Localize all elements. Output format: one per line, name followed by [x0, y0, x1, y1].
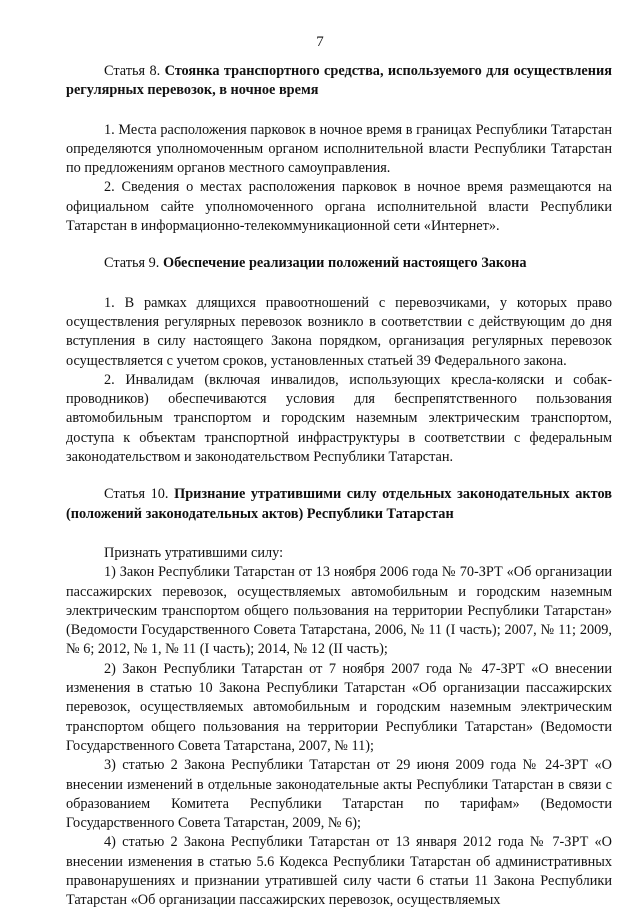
article-8-title	[66, 62, 612, 101]
document-body	[66, 62, 612, 911]
article-10-item-2: 2) Закон Республики Татарстан от 7 ноября 2007 года № 47-ЗРТ «О внесении изменения в статью 10 Закона Республики Татарстан «Об организации пассажирских перевозок, осуществляемых автомобильным и городским наземным электрическим транспортом общего пользования на территории Республики Татарстан» (Ведомости Государственного Совета Татарстана, 2007, № 11);	[66, 660, 612, 754]
article-10-item-4: 4) статью 2 Закона Республики Татарстан от 13 января 2012 года № 7-ЗРТ «О внесении изменения в статью 5.6 Кодекса Республики Татарстан об административных правонарушениях и признании утратившей силу части 6 статьи 11 Закона Республики Татарстан «Об организации пассажирских перевозок, осуществляемых	[66, 834, 612, 909]
article-8-heading: Стоянка транспортного средства, используемого для осуществления регулярных перевозок, в ночное время	[66, 63, 612, 99]
article-9	[66, 254, 612, 467]
article-9-paragraph-2: 2. Инвалидам (включая инвалидов, использующих кресла-коляски и собак-проводников) обеспечиваются условия для беспрепятственного пользования автомобильным транспортом и городским наземным электрическим транспортом, доступа к объектам транспортной инфраструктуры в соответствии с федеральным законодательством и законодательством Республики Татарстан.	[66, 371, 612, 466]
article-9-label: Статья 9.	[104, 255, 160, 272]
article-8-label: Статья 8.	[104, 63, 161, 79]
page-number: 7	[316, 34, 324, 50]
article-10-item-1: 1) Закон Республики Татарстан от 13 ноября 2006 года № 70-ЗРТ «Об организации пассажирских перевозок, осуществляемых автомобильным и городским наземным электрическим транспортом общего пользования на территории Республики Татарстан» (Ведомости Государственного Совета Татарстана, 2006, № 11 (I часть); 2007, № 11; 2009, № 6; 2012, № 1, № 11 (I часть); 2014, № 12 (II часть);	[66, 564, 612, 658]
article-9-heading: Обеспечение реализации положений настоящего Закона	[162, 255, 527, 272]
article-10-label: Статья 10.	[104, 486, 169, 503]
article-10-item-3: 3) статью 2 Закона Республики Татарстан от 29 июня 2009 года № 24-ЗРТ «О внесении изменений в отдельные законодательные акты Республики Татарстан в связи с образованием Комитета Республики Татарстан по тарифам» (Ведомости Государственного Совета Татарстан, 2009, № 6);	[66, 757, 612, 832]
article-9-paragraph-1: 1. В рамках длящихся правоотношений с перевозчиками, у которых право осуществления регулярных перевозок возникло в соответствии с действующим до дня вступления в силу настоящего Закона порядком, организация регулярных перевозок осуществляется с учетом сроков, установленных статьей 39 Федерального закона.	[66, 294, 612, 369]
article-8-paragraph-2: 2. Сведения о местах расположения парковок в ночное время размещаются на официальном сайте уполномоченного органа исполнительной власти Республики Татарстан в информационно-телекоммуникационной сети «Интернет».	[66, 179, 612, 235]
article-8	[66, 62, 612, 236]
article-10-title	[66, 485, 612, 524]
article-9-title	[66, 254, 612, 273]
article-10	[66, 485, 612, 910]
article-10-heading: Признание утратившими силу отдельных законодательных актов (положений законодательных актов) Республики Татарстан	[66, 486, 612, 522]
article-10-intro: Признать утратившими силу:	[104, 544, 284, 561]
article-8-paragraph-1: 1. Места расположения парковок в ночное время в границах Республики Татарстан определяются уполномоченным органом исполнительной власти Республики Татарстан по предложениям органов местного самоуправления.	[66, 121, 612, 177]
